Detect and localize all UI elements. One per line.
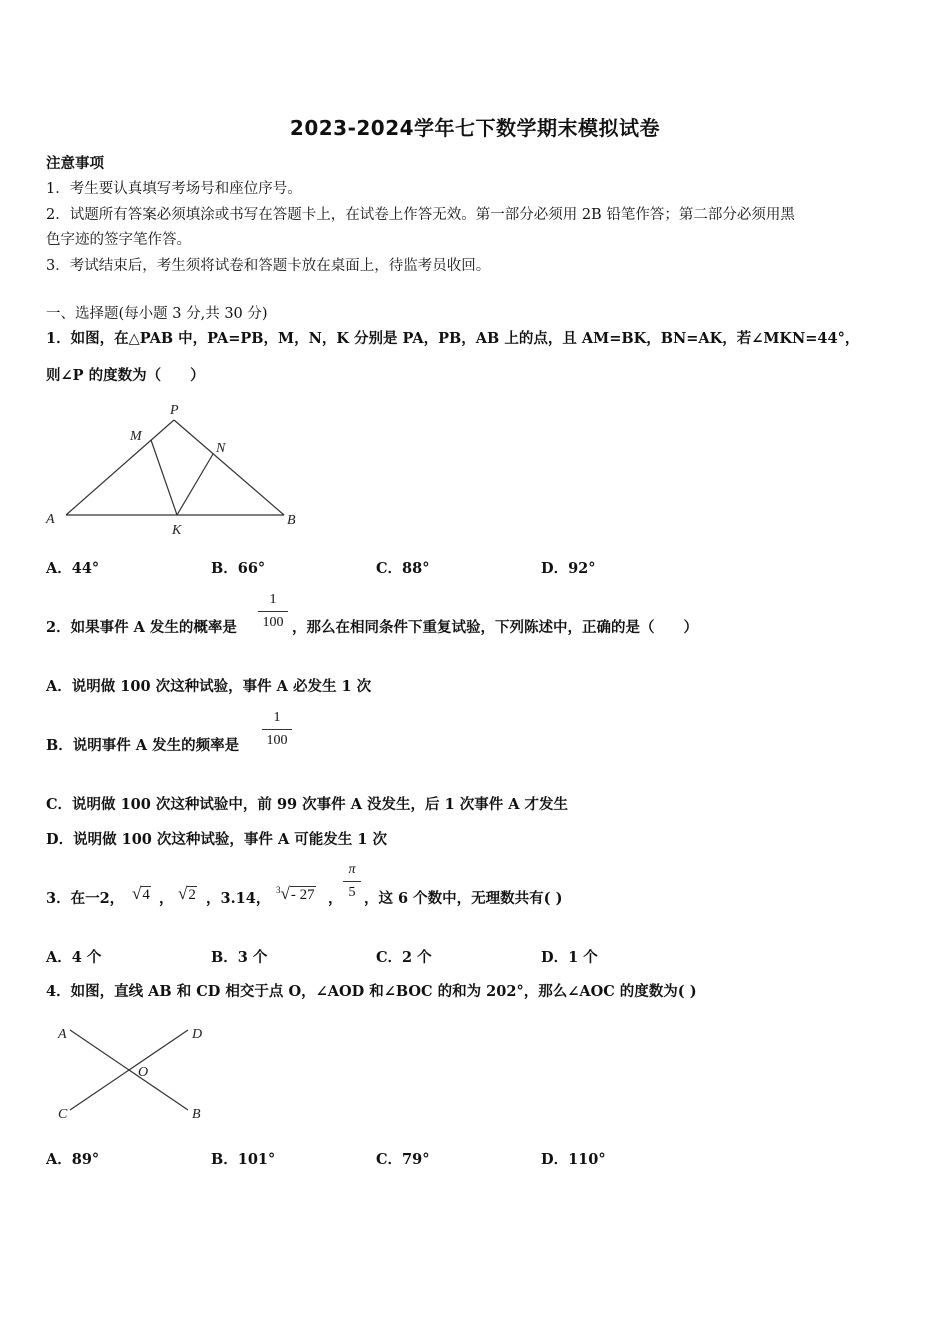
q3-sqrt4: √4 (132, 884, 150, 903)
q2-option-b: B．说明事件 A 发生的频率是 (46, 737, 240, 754)
notice-item-2-cont: 色字迹的签字笔作答。 (46, 232, 191, 248)
q2-optb-fraction (262, 709, 292, 750)
label-K: K (172, 523, 182, 538)
q1-text-cont: 则∠P 的度数为（ ） (46, 367, 205, 384)
q2-optb-num: 1 (273, 710, 281, 725)
q1-triangle-figure (44, 398, 304, 543)
q1-option-a: A．44° (46, 560, 100, 577)
q1-option-c: C．88° (376, 560, 430, 577)
q4-intersecting-lines-figure (50, 1018, 210, 1128)
q2-option-c: C．说明做 100 次这种试验中，前 99 次事件 A 没发生，后 1 次事件 A 才发生 (46, 796, 569, 813)
q4-option-b: B．101° (211, 1151, 276, 1168)
q1-text: 1．如图，在△PAB 中，PA=PB，M，N，K 分别是 PA，PB，AB 上的点，且 AM=BK，BN=AK，若∠MKN=44°， (46, 330, 860, 347)
q2-fraction (258, 591, 288, 632)
label-O: O (138, 1065, 149, 1080)
label-A: A (58, 1027, 67, 1042)
notice-item-2: 2．试题所有答案必须填涂或书写在答题卡上，在试卷上作答无效。第一部分必须用 2B 铅笔作答；第二部分必须用黑 (46, 207, 795, 223)
q4-option-d: D．110° (541, 1151, 606, 1168)
q3-option-b: B．3 个 (211, 949, 268, 966)
label-B: B (287, 513, 296, 528)
q1-option-d: D．92° (541, 560, 596, 577)
q3-pi-fraction: π 5 (343, 861, 361, 902)
label-A: A (46, 512, 55, 527)
label-P: P (170, 403, 179, 418)
q3-text-suffix: ，这 6 个数中，无理数共有( ) (364, 890, 563, 907)
q3-sqrt2: √2 (178, 884, 196, 903)
label-M: M (130, 429, 142, 444)
q4-text: 4．如图，直线 AB 和 CD 相交于点 O，∠AOD 和∠BOC 的和为 202°，那么∠AOC 的度数为( ) (46, 983, 697, 1000)
label-D: D (192, 1027, 203, 1042)
q1-option-b: B．66° (211, 560, 266, 577)
q2-frac-num: 1 (269, 592, 277, 607)
page-title: 2023-2024学年七下数学期末模拟试卷 (289, 116, 661, 140)
q2-option-d: D．说明做 100 次这种试验，事件 A 可能发生 1 次 (46, 831, 387, 848)
q4-option-c: C．79° (376, 1151, 430, 1168)
q3-text-prefix: 3．在一2， (46, 890, 125, 907)
q2-option-a: A．说明做 100 次这种试验，事件 A 必发生 1 次 (46, 678, 372, 695)
q3-comma-2: ， (328, 890, 343, 907)
q2-text-prefix: 2．如果事件 A 发生的概率是 (46, 619, 237, 636)
q3-text-mid: ，3.14， (206, 890, 271, 907)
label-N: N (216, 441, 226, 456)
label-C: C (58, 1107, 68, 1122)
q3-option-c: C．2 个 (376, 949, 432, 966)
q2-optb-den: 100 (266, 733, 288, 748)
q2-frac-den: 100 (262, 615, 284, 630)
notice-heading: 注意事项 (46, 155, 104, 172)
notice-item-3: 3．考试结束后，考生须将试卷和答题卡放在桌面上，待监考员收回。 (46, 258, 491, 274)
notice-item-1: 1．考生要认真填写考场号和座位序号。 (46, 181, 302, 197)
q3-option-d: D．1 个 (541, 949, 598, 966)
label-B: B (192, 1107, 201, 1122)
q2-text-suffix: ，那么在相同条件下重复试验，下列陈述中，正确的是（ ） (292, 619, 698, 636)
q3-comma-1: ， (159, 890, 174, 907)
section-heading: 一、选择题(每小题 3 分,共 30 分) (46, 306, 268, 322)
q4-option-a: A．89° (46, 1151, 100, 1168)
q3-option-a: A．4 个 (46, 949, 102, 966)
q3-cbrt: $^3$√- 27 (276, 884, 315, 903)
